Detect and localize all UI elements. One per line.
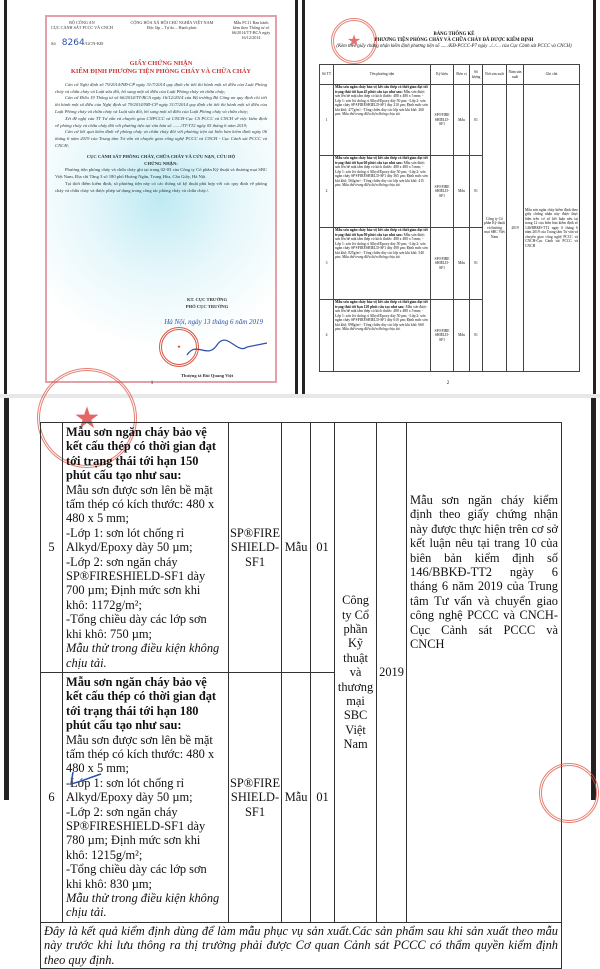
item-desc: Mẫu sơn được sơn lên bề mặt tấm thép có kích thước: 480 x 480 x 5 mm; -Lớp 1: sơn lót chống rỉ Alkyd/Epoxy dày 50 µm; -Lớp 2: sơn ngăn cháy SP®FIRESHIELD-SF1 dày 490 µm; Định mức sơn khi khô: 825g/m²; -Tổng chiều dày các lớp sơn khi khô: 540 µm; bbox=[335, 232, 428, 259]
cert-text: Phương tiện phòng cháy và chữa cháy ghi tại trang 02-03 của Công ty Cổ phần Kỹ thuật và thương mại SBC Việt Nam, Địa chỉ Tầng 3 số 180 phố Hoàng Ngân, Trung Hòa, Cầu Giấy, Hà Nội. bbox=[55, 167, 267, 180]
item-code: SP®FIRE SHIELD-SF1 bbox=[229, 423, 282, 673]
country: CỘNG HÒA XÃ HỘI CHỦ NGHĨA VIỆT NAM bbox=[130, 20, 214, 25]
table-row bbox=[320, 85, 580, 156]
motto: Độc lập – Tự do – Hạnh phúc bbox=[147, 25, 197, 30]
col-header: Số lượng bbox=[470, 65, 483, 85]
page-number: 2 bbox=[446, 381, 450, 386]
item-qty: 01 bbox=[470, 156, 483, 228]
item-unit: Mẫu bbox=[454, 85, 470, 156]
seal-icon bbox=[539, 763, 599, 823]
authority: CỤC CẢNH SÁT PHÒNG CHÁY, CHỮA CHÁY VÀ CỨU NẠN, CỨU HỘ bbox=[86, 153, 236, 159]
item-unit: Mẫu bbox=[282, 423, 311, 673]
item-layer-1: -Lớp 1: sơn lót chống rỉ Alkyd/Epoxy dày 50 µm; bbox=[66, 775, 193, 805]
item-desc: Mẫu sơn được sơn lên bề mặt tấm thép có kích thước: 480 x 480 x 5 mm; -Lớp 1: sơn lót chống rỉ Alkyd/Epoxy dày 50 µm; -Lớp 2: sơn ngăn cháy SP®FIRESHIELD-SF1 dày 365 µm; Định mức sơn khi khô: 564g/m²; -Tổng chiều dày các lớp sơn khi khô: 415 µm; bbox=[335, 160, 428, 187]
paragraph: Xét đề nghị của TT Tư vấn và chuyển giao CNPCCC và CNCH-Cục CS PCCC và CNCH về việc kiểm định về phòng cháy và chữa cháy đối với phương tiện tại văn bản số ......./TT-TT2 ngày 05 tháng 6 năm 2019; bbox=[55, 115, 267, 128]
item-code: SP®FIRE SHIELD-SF1 bbox=[229, 672, 282, 922]
item-name bbox=[334, 300, 431, 372]
paragraph: Căn cứ Điều 19 Thông tư số 66/2014/TT-BCA ngày 16/12/2014 của Bộ trưởng Bộ Công an quy định chi tiết thi hành một số điều của Nghị định số 79/2014/NĐ-CP ngày 31/7/2014 quy định chi tiết thi hành một số điều của Luật Phòng cháy và chữa cháy và Luật sửa đổi, bổ sung một số điều của Luật Phòng cháy và chữa cháy; bbox=[55, 95, 267, 114]
summary-title: BẢNG THỐNG KÊ bbox=[433, 32, 475, 37]
detail-page bbox=[4, 398, 596, 967]
item-layer-2: -Lớp 2: sơn ngăn cháy SP®FIRESHIELD-SF1 dày 700 µm; Định mức sơn khi khô: 1172g/m²; bbox=[66, 554, 206, 612]
row-number: 4 bbox=[320, 300, 334, 372]
item-code: SP®FIRE SHIELD-SF1 bbox=[431, 300, 454, 372]
col-header: Tên phương tiện bbox=[334, 65, 431, 85]
row-number: 3 bbox=[320, 228, 334, 300]
item-qty: 01 bbox=[470, 85, 483, 156]
page-number: 1 bbox=[150, 381, 154, 386]
certifies: CHỨNG NHẬN: bbox=[144, 160, 178, 166]
item-name bbox=[334, 156, 431, 228]
item-desc: Mẫu sơn được sơn lên bề mặt tấm thép có kích thước: 480 x 480 x 5 mm; bbox=[66, 482, 215, 526]
item-title: Mẫu sơn ngăn cháy bảo vệ kết cấu thép có thời gian đạt tới trạng thái tới hạn 45 phút cấu tạo như sau: bbox=[335, 85, 428, 94]
initials-icon bbox=[69, 768, 109, 788]
summary-title-2: PHƯƠNG TIỆN PHÒNG CHÁY VÀ CHỮA CHÁY ĐÃ ĐƯỢC KIỂM ĐỊNH bbox=[374, 38, 534, 43]
col-header: Nơi sản xuất bbox=[483, 65, 507, 85]
item-note: Mẫu thử trong điều kiện không chịu tải. bbox=[341, 255, 401, 259]
item-name bbox=[334, 85, 431, 156]
number-suffix: /GCN-KĐ bbox=[84, 41, 104, 46]
item-title: Mẫu sơn ngăn cháy bảo vệ kết cấu thép có thời gian đạt tới trạng thái tới hạn 90 phút cấu tạo như sau: bbox=[335, 228, 428, 237]
item-title: Mẫu sơn ngăn cháy bảo vệ kết cấu thép có thời gian đạt tới trạng thái tới hạn 60 phút cấu tạo như sau: bbox=[335, 156, 428, 165]
item-note: Mẫu thử trong điều kiện không chịu tải. bbox=[341, 183, 401, 187]
item-note: Mẫu thử trong điều kiện không chịu tải. bbox=[341, 327, 401, 331]
col-header: Năm sản xuất bbox=[507, 65, 524, 85]
item-total: -Tổng chiều dày các lớp sơn khi khô: 830 µm; bbox=[66, 862, 207, 891]
item-desc: Mẫu sơn được sơn lên bề mặt tấm thép có kích thước: 480 x 480 x 5 mm; -Lớp 1: sơn lót chống rỉ Alkyd/Epoxy dày 50 µm; -Lớp 2: sơn ngăn cháy SP®FIRESHIELD-SF1 dày 610 µm; Định mức sơn khi khô: 998g/m²; -Tổng chiều dày các lớp sơn khi khô: 660 µm; bbox=[335, 304, 428, 331]
item-total: -Tổng chiều dày các lớp sơn khi khô: 750 µm; bbox=[66, 612, 207, 641]
item-layer-1: -Lớp 1: sơn lót chống rỉ Alkyd/Epoxy dày 50 µm; bbox=[66, 525, 193, 555]
item-unit: Mẫu bbox=[282, 672, 311, 922]
table-row bbox=[41, 423, 562, 673]
item-desc: Mẫu sơn được sơn lên bề mặt tấm thép có kích thước: 480 x 480 x 5 mm; -Lớp 1: sơn lót chống rỉ Alkyd/Epoxy dày 50 µm; -Lớp 2: sơn ngăn cháy SP®FIRESHIELD-SF1 dày 210 µm; Định mức sơn khi khô: 477g/m²; -Tổng chiều dày các lớp sơn khi khô: 260 µm; bbox=[335, 89, 428, 116]
row-number: 2 bbox=[320, 156, 334, 228]
item-note: Mẫu thử trong điều kiện không chịu tải. bbox=[66, 641, 220, 670]
item-title: Mẫu sơn ngăn cháy bảo vệ kết cấu thép có thời gian đạt tới trạng thái tới hạn 180 phút cấu tạo như sau: bbox=[66, 674, 217, 733]
item-name bbox=[63, 423, 229, 673]
item-unit: Mẫu bbox=[454, 156, 470, 228]
place-date: Hà Nội, ngày 13 tháng 6 năm 2019 bbox=[164, 318, 263, 326]
certificate bbox=[45, 15, 277, 383]
footer-row bbox=[41, 922, 562, 968]
item-title: Mẫu sơn ngăn cháy bảo vệ kết cấu thép có thời gian đạt tới trạng thái tới hạn 150 phút cấu tạo như sau: bbox=[66, 425, 217, 483]
item-qty: 01 bbox=[311, 672, 335, 922]
item-name bbox=[63, 672, 229, 922]
signer-name: Thượng tá Bùi Quang Việt bbox=[180, 373, 234, 378]
certificate-number: 8264 bbox=[61, 38, 85, 48]
maker: Công ty Cổ phần Kỹ thuật và thương mại SBC Việt Nam bbox=[483, 85, 507, 372]
ministry: BỘ CÔNG AN bbox=[69, 20, 95, 25]
item-unit: Mẫu bbox=[454, 300, 470, 372]
signature-icon bbox=[182, 335, 272, 365]
department: CỤC CẢNH SÁT PCCC VÀ CNCH bbox=[51, 25, 113, 30]
item-note: Mẫu thử trong điều kiện không chịu tải. bbox=[341, 112, 401, 116]
cert-text-2: Tại thời điểm kiểm định, số phương tiện này có các thông số kỹ thuật phù hợp với các quy định về phòng cháy và chữa cháy và được phép sử dụng trong công tác phòng cháy và chữa cháy./. bbox=[55, 180, 267, 193]
year: 2019 bbox=[377, 423, 407, 923]
row-number: 6 bbox=[41, 672, 63, 922]
certificate-title: GIẤY CHỨNG NHẬN bbox=[129, 59, 193, 67]
item-qty: 01 bbox=[311, 423, 335, 673]
col-header: Ghi chú bbox=[524, 65, 580, 85]
summary-page bbox=[302, 0, 596, 394]
item-code: SP®FIRE SHIELD-SF1 bbox=[431, 85, 454, 156]
item-desc: Mẫu sơn được sơn lên bề mặt tấm thép có kích thước: 480 x 480 x 5 mm; bbox=[66, 732, 215, 776]
footer-note: Đây là kết quả kiểm định dùng để làm mẫu phục vụ sản xuất.Các sản phẩm sau khi sản xuất theo mẫu này trước khi lưu thông ra thị trường phải được Cơ quan Cảnh sát PCCC có thẩm quyền kiểm định theo quy định. bbox=[41, 922, 562, 968]
seal-icon: ★ bbox=[37, 368, 137, 468]
item-code: SP®FIRE SHIELD-SF1 bbox=[431, 228, 454, 300]
row-number: 5 bbox=[41, 423, 63, 673]
certificate-page bbox=[4, 0, 298, 394]
sign-title-1: KT. CỤC TRƯỞNG bbox=[186, 297, 228, 302]
item-code: SP®FIRE SHIELD-SF1 bbox=[431, 156, 454, 228]
number-prefix: Số bbox=[51, 41, 56, 46]
item-qty: 01 bbox=[470, 300, 483, 372]
seal-icon: ★ bbox=[159, 327, 199, 367]
item-qty: 01 bbox=[470, 228, 483, 300]
sign-title-2: PHÓ CỤC TRƯỞNG bbox=[185, 303, 229, 309]
summary-table bbox=[319, 64, 580, 372]
certificate-subtitle: KIỂM ĐỊNH PHƯƠNG TIỆN PHÒNG CHÁY VÀ CHỮA CHÁY bbox=[70, 67, 252, 75]
paragraph: Căn cứ Nghị định số 79/2014/NĐ-CP ngày 31/7/2014 quy định chi tiết thi hành một số điều của Luật Phòng cháy và chữa cháy và Luật sửa đổi, bổ sung một số điều của Luật Phòng cháy và chữa cháy; bbox=[55, 81, 267, 94]
note: Mẫu sơn ngăn cháy kiểm định theo giấy chứng nhận này được thực hiện trên cơ sở kết luận nêu tại trang 10 của biên bản kiểm định số 146/BBKĐ-TT2 ngày 6 tháng 6 năm 2019 của Trung tâm Tư vấn và chuyển giao công nghệ PCCC và CNCH-Cục Cảnh sát PCCC và CNCH bbox=[407, 423, 562, 923]
item-title: Mẫu sơn ngăn cháy bảo vệ kết cấu thép có thời gian đạt tới trạng thái tới hạn 120 phút cấu tạo như sau: bbox=[335, 300, 428, 309]
item-name bbox=[334, 228, 431, 300]
form-code: Mẫu PC11 Ban hành kèm theo Thông tư số 66/2014/TT-BCA ngày 16/12/2014 bbox=[231, 20, 271, 40]
note: Mẫu sơn ngăn cháy kiểm định theo giấy chứng nhận này được thực hiện trên cơ sở kết luận nêu tại trang 12 của biên bản kiểm định số 146/BBKĐ-TT2 ngày 6 tháng 6 năm 2019 của Trung tâm Tư vấn và chuyển giao công nghệ PCCC và CNCH-Cục Cảnh sát PCCC và CNCH bbox=[524, 85, 580, 372]
item-note: Mẫu thử trong điều kiện không chịu tải. bbox=[66, 891, 220, 920]
item-layer-2: -Lớp 2: sơn ngăn cháy SP®FIRESHIELD-SF1 dày 780 µm; Định mức sơn khi khô: 1215g/m²; bbox=[66, 804, 206, 862]
seal-icon: ★ bbox=[331, 18, 377, 64]
summary-subtitle: (Kèm theo giấy chứng nhận kiểm định phương tiện số ....../KĐ-PCCC-P7 ngày ../../.... của Cục Cảnh sát PCCC và CNCH) bbox=[336, 44, 572, 49]
col-header: Số TT bbox=[320, 65, 334, 85]
maker: Công ty Cổ phần Kỹ thuật và thương mại SBC Việt Nam bbox=[335, 423, 377, 923]
detail-table bbox=[40, 422, 562, 969]
col-header: Đơn vị bbox=[454, 65, 470, 85]
row-number: 1 bbox=[320, 85, 334, 156]
paragraph: Căn cứ kết quả kiểm định về phòng cháy và chữa cháy đối với phương tiện tại biên bản kiểm định ngày 06 tháng 6 năm 2019 của Trung tâm Tư vấn và chuyển giao công nghệ PCCC và CNCH - Cục Cảnh sát PCCC và CNCH; bbox=[55, 129, 267, 148]
item-unit: Mẫu bbox=[454, 228, 470, 300]
year: 2019 bbox=[507, 85, 524, 372]
col-header: Ký hiệu bbox=[431, 65, 454, 85]
